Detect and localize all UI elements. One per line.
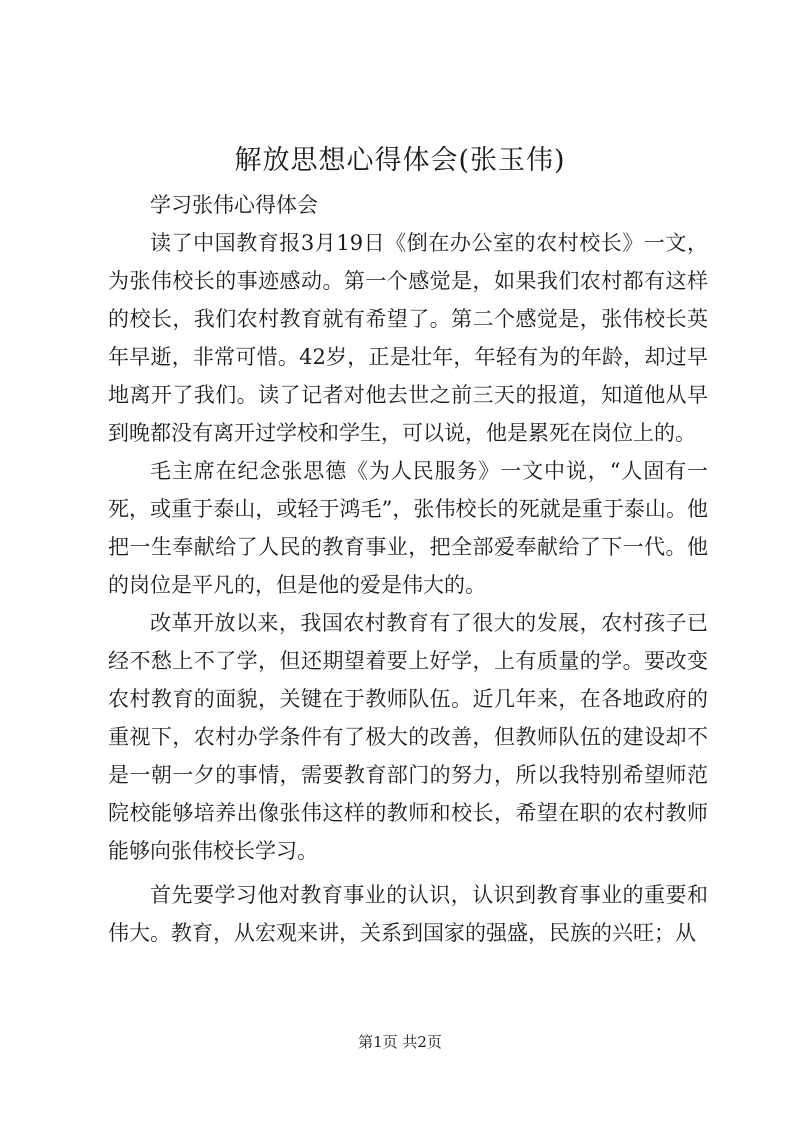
document-body [108, 186, 708, 952]
body-paragraph: 改革开放以来，我国农村教育有了很大的发展，农村孩子已经不愁上不了学，但还期望着要上好学，上有质量的学。要改变农村教育的面貌，关键在于教师队伍。近几年来，在各地政府的重视下，农村办学条件有了极大的改善，但教师队伍的建设却不是一朝一夕的事情，需要教育部门的努力，所以我特别希望师范院校能够培养出像张伟这样的教师和校长，希望在职的农村教师能够向张伟校长学习。 [108, 611, 708, 863]
body-paragraph: 毛主席在纪念张思德《为人民服务》一文中说，“人固有一死，或重于泰山，或轻于鸿毛”，张伟校长的死就是重于泰山。他把一生奉献给了人民的教育事业，把全部爱奉献给了下一代。他的岗位是平凡的，但是他的爱是伟大的。 [108, 459, 708, 597]
subtitle-paragraph: 学习张伟心得体会 [150, 193, 318, 217]
body-paragraph: 首先要学习他对教育事业的认识，认识到教育事业的重要和伟大。教育，从宏观来讲，关系到国家的强盛，民族的兴旺；从 [108, 883, 708, 945]
page-number-footer: 第1页 共2页 [358, 1033, 442, 1051]
document-title: 解放思想心得体会(张玉伟) [234, 145, 566, 176]
body-paragraph: 读了中国教育报3月19日《倒在办公室的农村校长》一文，为张伟校长的事迹感动。第一个感觉是，如果我们农村都有这样的校长，我们农村教育就有希望了。第二个感觉是，张伟校长英年早逝，非常可惜。42岁，正是壮年，年轻有为的年龄，却过早地离开了我们。读了记者对他去世之前三天的报道，知道他从早到晚都没有离开过学校和学生，可以说，他是累死在岗位上的。 [108, 231, 708, 445]
